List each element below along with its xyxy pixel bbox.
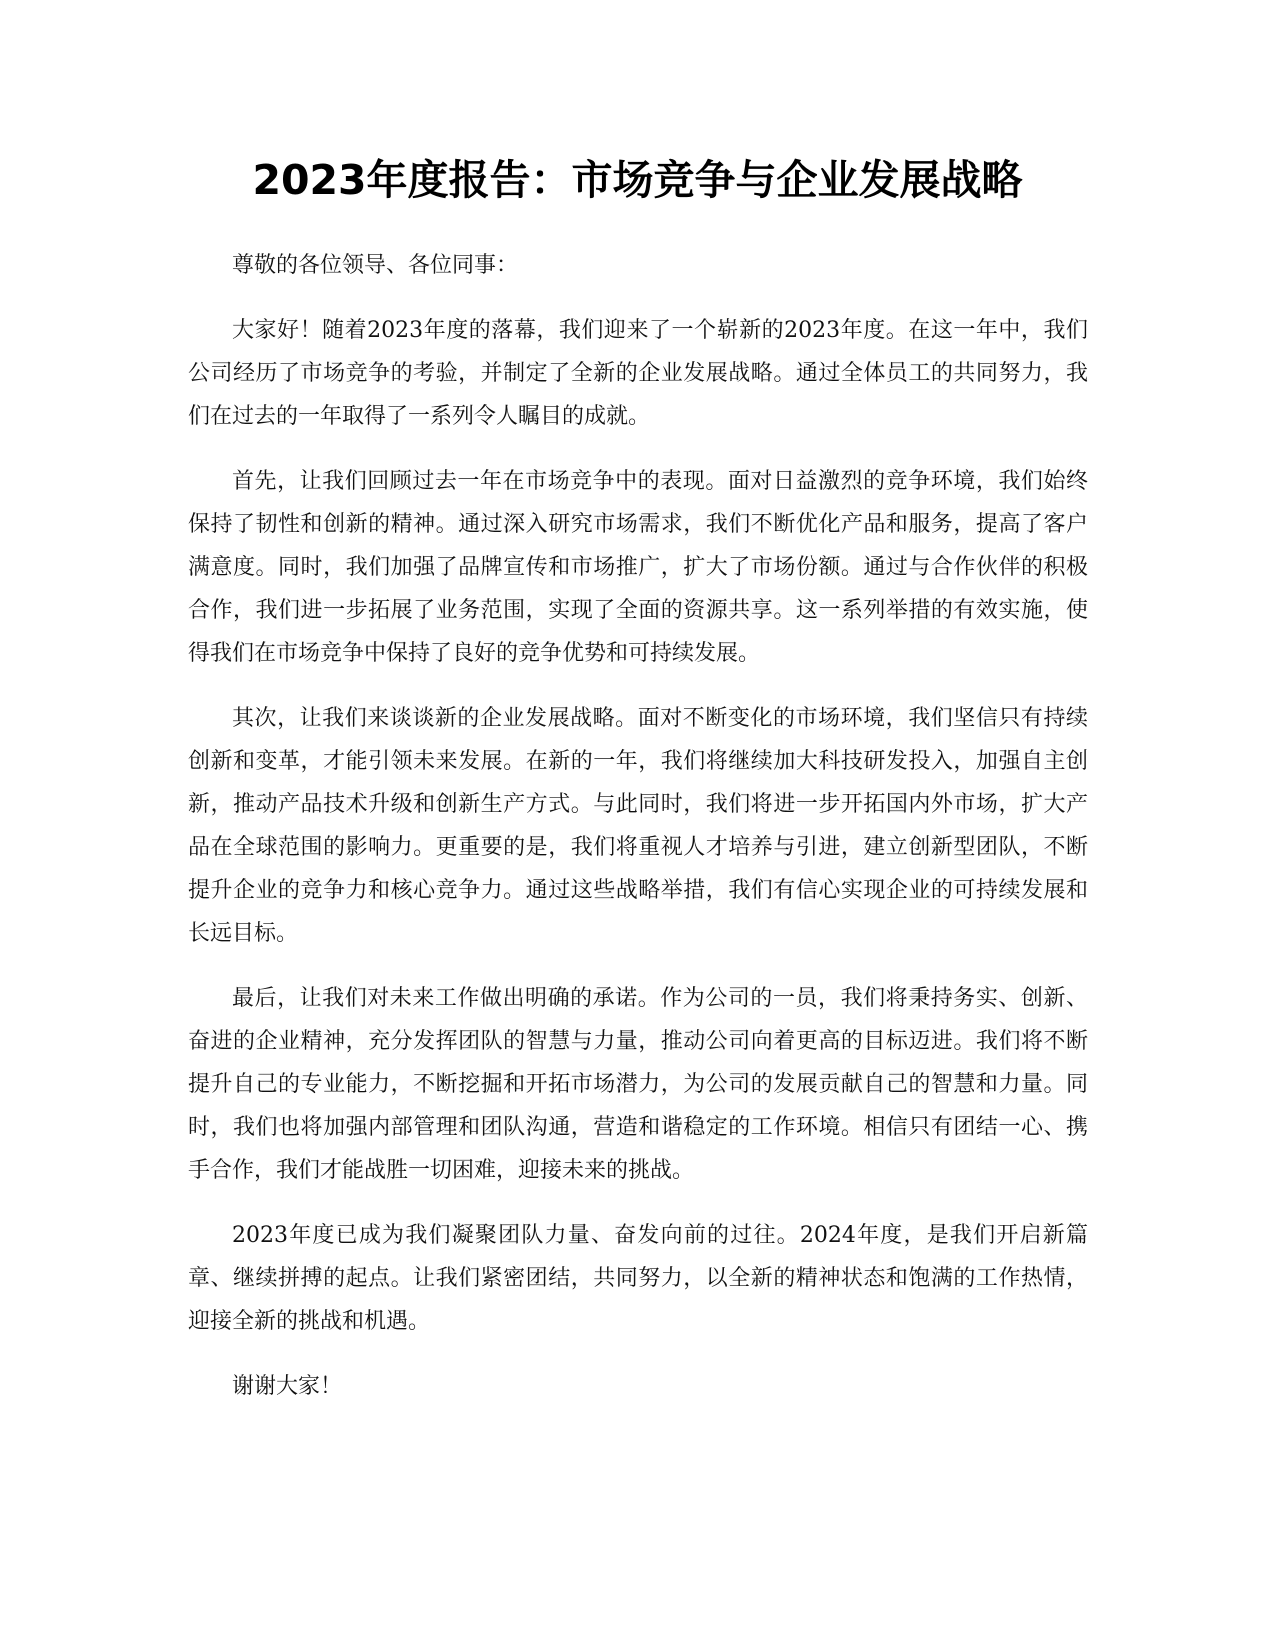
salutation: 尊敬的各位领导、各位同事： [232, 253, 519, 278]
paragraph-outlook: 2023年度已成为我们凝聚团队力量、奋发向前的过往。2024年度，是我们开启新篇章、继续拼搏的起点。让我们紧密团结，共同努力，以全新的精神状态和饱满的工作热情，迎接全新的挑战和机遇。 [188, 1223, 1088, 1334]
paragraph-intro: 大家好！随着2023年度的落幕，我们迎来了一个崭新的2023年度。在这一年中，我们公司经历了市场竞争的考验，并制定了全新的企业发展战略。通过全体员工的共同努力，我们在过去的一年取得了一系列令人瞩目的成就。 [188, 318, 1088, 429]
document-body [188, 244, 1088, 1430]
paragraph-commitment: 最后，让我们对未来工作做出明确的承诺。作为公司的一员，我们将秉持务实、创新、奋进的企业精神，充分发挥团队的智慧与力量，推动公司向着更高的目标迈进。我们将不断提升自己的专业能力，不断挖掘和开拓市场潜力，为公司的发展贡献自己的智慧和力量。同时，我们也将加强内部管理和团队沟通，营造和谐稳定的工作环境。相信只有团结一心、携手合作，我们才能战胜一切困难，迎接未来的挑战。 [188, 986, 1088, 1183]
document-title: 2023年度报告：市场竞争与企业发展战略 [252, 156, 1023, 204]
closing-remark: 谢谢大家！ [232, 1374, 343, 1399]
paragraph-strategy: 其次，让我们来谈谈新的企业发展战略。面对不断变化的市场环境，我们坚信只有持续创新和变革，才能引领未来发展。在新的一年，我们将继续加大科技研发投入，加强自主创新，推动产品技术升级和创新生产方式。与此同时，我们将进一步开拓国内外市场，扩大产品在全球范围的影响力。更重要的是，我们将重视人才培养与引进，建立创新型团队，不断提升企业的竞争力和核心竞争力。通过这些战略举措，我们有信心实现企业的可持续发展和长远目标。 [188, 706, 1088, 946]
paragraph-market-review: 首先，让我们回顾过去一年在市场竞争中的表现。面对日益激烈的竞争环境，我们始终保持了韧性和创新的精神。通过深入研究市场需求，我们不断优化产品和服务，提高了客户满意度。同时，我们加强了品牌宣传和市场推广，扩大了市场份额。通过与合作伙伴的积极合作，我们进一步拓展了业务范围，实现了全面的资源共享。这一系列举措的有效实施，使得我们在市场竞争中保持了良好的竞争优势和可持续发展。 [188, 469, 1088, 666]
